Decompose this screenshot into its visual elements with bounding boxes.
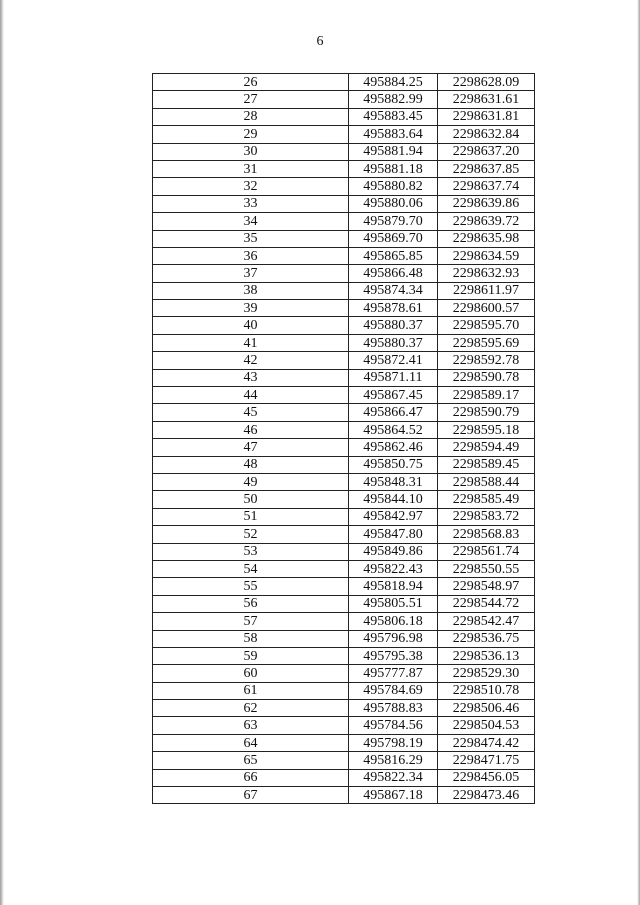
point-number-cell: 63: [153, 717, 349, 734]
y-coordinate-cell: 2298595.69: [438, 334, 535, 351]
table-row: [153, 387, 535, 404]
y-coordinate-cell: 2298590.79: [438, 404, 535, 421]
table-row: [153, 543, 535, 560]
x-coordinate-cell: 495822.43: [349, 560, 438, 577]
point-number-cell: 67: [153, 787, 349, 804]
point-number-cell: 49: [153, 473, 349, 490]
table-row: [153, 126, 535, 143]
y-coordinate-cell: 2298600.57: [438, 300, 535, 317]
x-coordinate-cell: 495816.29: [349, 752, 438, 769]
x-coordinate-cell: 495882.99: [349, 91, 438, 108]
x-coordinate-cell: 495874.34: [349, 282, 438, 299]
x-coordinate-cell: 495879.70: [349, 213, 438, 230]
x-coordinate-cell: 495883.45: [349, 108, 438, 125]
point-number-cell: 42: [153, 352, 349, 369]
point-number-cell: 65: [153, 752, 349, 769]
x-coordinate-cell: 495880.82: [349, 178, 438, 195]
y-coordinate-cell: 2298588.44: [438, 473, 535, 490]
y-coordinate-cell: 2298595.18: [438, 421, 535, 438]
y-coordinate-cell: 2298548.97: [438, 578, 535, 595]
x-coordinate-cell: 495848.31: [349, 473, 438, 490]
y-coordinate-cell: 2298631.61: [438, 91, 535, 108]
x-coordinate-cell: 495872.41: [349, 352, 438, 369]
x-coordinate-cell: 495864.52: [349, 421, 438, 438]
page-number: 6: [316, 34, 324, 49]
table-row: [153, 160, 535, 177]
point-number-cell: 66: [153, 769, 349, 786]
x-coordinate-cell: 495866.47: [349, 404, 438, 421]
table-row: [153, 300, 535, 317]
y-coordinate-cell: 2298473.46: [438, 787, 535, 804]
point-number-cell: 27: [153, 91, 349, 108]
x-coordinate-cell: 495866.48: [349, 265, 438, 282]
point-number-cell: 43: [153, 369, 349, 386]
point-number-cell: 41: [153, 334, 349, 351]
y-coordinate-cell: 2298611.97: [438, 282, 535, 299]
x-coordinate-cell: 495871.11: [349, 369, 438, 386]
table-row: [153, 560, 535, 577]
point-number-cell: 48: [153, 456, 349, 473]
table-row: [153, 491, 535, 508]
y-coordinate-cell: 2298637.20: [438, 143, 535, 160]
y-coordinate-cell: 2298474.42: [438, 734, 535, 751]
x-coordinate-cell: 495822.34: [349, 769, 438, 786]
x-coordinate-cell: 495844.10: [349, 491, 438, 508]
point-number-cell: 64: [153, 734, 349, 751]
x-coordinate-cell: 495862.46: [349, 439, 438, 456]
point-number-cell: 39: [153, 300, 349, 317]
table-row: [153, 369, 535, 386]
table-row: [153, 613, 535, 630]
x-coordinate-cell: 495850.75: [349, 456, 438, 473]
point-number-cell: 61: [153, 682, 349, 699]
point-number-cell: 37: [153, 265, 349, 282]
table-row: [153, 456, 535, 473]
y-coordinate-cell: 2298639.86: [438, 195, 535, 212]
point-number-cell: 58: [153, 630, 349, 647]
table-row: [153, 734, 535, 751]
point-number-cell: 45: [153, 404, 349, 421]
point-number-cell: 38: [153, 282, 349, 299]
point-number-cell: 29: [153, 126, 349, 143]
y-coordinate-cell: 2298589.45: [438, 456, 535, 473]
x-coordinate-cell: 495880.37: [349, 317, 438, 334]
x-coordinate-cell: 495795.38: [349, 647, 438, 664]
x-coordinate-cell: 495818.94: [349, 578, 438, 595]
y-coordinate-cell: 2298594.49: [438, 439, 535, 456]
x-coordinate-cell: 495798.19: [349, 734, 438, 751]
y-coordinate-cell: 2298589.17: [438, 387, 535, 404]
point-number-cell: 31: [153, 160, 349, 177]
y-coordinate-cell: 2298456.05: [438, 769, 535, 786]
y-coordinate-cell: 2298536.13: [438, 647, 535, 664]
point-number-cell: 26: [153, 74, 349, 91]
x-coordinate-cell: 495878.61: [349, 300, 438, 317]
y-coordinate-cell: 2298592.78: [438, 352, 535, 369]
y-coordinate-cell: 2298568.83: [438, 526, 535, 543]
y-coordinate-cell: 2298635.98: [438, 230, 535, 247]
y-coordinate-cell: 2298510.78: [438, 682, 535, 699]
table-row: [153, 143, 535, 160]
x-coordinate-cell: 495880.06: [349, 195, 438, 212]
x-coordinate-cell: 495884.25: [349, 74, 438, 91]
table-row: [153, 717, 535, 734]
point-number-cell: 33: [153, 195, 349, 212]
point-number-cell: 30: [153, 143, 349, 160]
table-row: [153, 508, 535, 525]
table-row: [153, 526, 535, 543]
point-number-cell: 34: [153, 213, 349, 230]
point-number-cell: 57: [153, 613, 349, 630]
point-number-cell: 59: [153, 647, 349, 664]
table-row: [153, 230, 535, 247]
table-row: [153, 178, 535, 195]
y-coordinate-cell: 2298595.70: [438, 317, 535, 334]
point-number-cell: 56: [153, 595, 349, 612]
y-coordinate-cell: 2298561.74: [438, 543, 535, 560]
table-row: [153, 404, 535, 421]
x-coordinate-cell: 495777.87: [349, 665, 438, 682]
x-coordinate-cell: 495869.70: [349, 230, 438, 247]
x-coordinate-cell: 495842.97: [349, 508, 438, 525]
point-number-cell: 32: [153, 178, 349, 195]
point-number-cell: 62: [153, 700, 349, 717]
x-coordinate-cell: 495880.37: [349, 334, 438, 351]
table-row: [153, 108, 535, 125]
table-row: [153, 213, 535, 230]
y-coordinate-cell: 2298637.74: [438, 178, 535, 195]
y-coordinate-cell: 2298634.59: [438, 247, 535, 264]
y-coordinate-cell: 2298544.72: [438, 595, 535, 612]
point-number-cell: 53: [153, 543, 349, 560]
table-row: [153, 265, 535, 282]
point-number-cell: 54: [153, 560, 349, 577]
table-row: [153, 787, 535, 804]
table-row: [153, 630, 535, 647]
table-row: [153, 91, 535, 108]
table-row: [153, 578, 535, 595]
y-coordinate-cell: 2298631.81: [438, 108, 535, 125]
table-row: [153, 317, 535, 334]
table-row: [153, 74, 535, 91]
coordinates-table: [152, 73, 535, 804]
table-row: [153, 195, 535, 212]
table-row: [153, 647, 535, 664]
point-number-cell: 52: [153, 526, 349, 543]
y-coordinate-cell: 2298583.72: [438, 508, 535, 525]
y-coordinate-cell: 2298590.78: [438, 369, 535, 386]
x-coordinate-cell: 495805.51: [349, 595, 438, 612]
table-row: [153, 595, 535, 612]
table-row: [153, 352, 535, 369]
y-coordinate-cell: 2298550.55: [438, 560, 535, 577]
table-row: [153, 282, 535, 299]
point-number-cell: 28: [153, 108, 349, 125]
table-row: [153, 700, 535, 717]
x-coordinate-cell: 495881.18: [349, 160, 438, 177]
point-number-cell: 47: [153, 439, 349, 456]
y-coordinate-cell: 2298639.72: [438, 213, 535, 230]
x-coordinate-cell: 495784.56: [349, 717, 438, 734]
y-coordinate-cell: 2298506.46: [438, 700, 535, 717]
table-row: [153, 334, 535, 351]
y-coordinate-cell: 2298632.84: [438, 126, 535, 143]
table-row: [153, 473, 535, 490]
x-coordinate-cell: 495784.69: [349, 682, 438, 699]
point-number-cell: 60: [153, 665, 349, 682]
y-coordinate-cell: 2298637.85: [438, 160, 535, 177]
y-coordinate-cell: 2298628.09: [438, 74, 535, 91]
x-coordinate-cell: 495867.45: [349, 387, 438, 404]
y-coordinate-cell: 2298632.93: [438, 265, 535, 282]
x-coordinate-cell: 495865.85: [349, 247, 438, 264]
point-number-cell: 51: [153, 508, 349, 525]
point-number-cell: 40: [153, 317, 349, 334]
x-coordinate-cell: 495867.18: [349, 787, 438, 804]
y-coordinate-cell: 2298585.49: [438, 491, 535, 508]
table-row: [153, 752, 535, 769]
point-number-cell: 35: [153, 230, 349, 247]
point-number-cell: 50: [153, 491, 349, 508]
table-row: [153, 665, 535, 682]
y-coordinate-cell: 2298529.30: [438, 665, 535, 682]
point-number-cell: 55: [153, 578, 349, 595]
x-coordinate-cell: 495806.18: [349, 613, 438, 630]
table-row: [153, 682, 535, 699]
point-number-cell: 44: [153, 387, 349, 404]
coordinates-table-body: [153, 74, 535, 804]
table-row: [153, 421, 535, 438]
table-row: [153, 439, 535, 456]
x-coordinate-cell: 495883.64: [349, 126, 438, 143]
table-row: [153, 769, 535, 786]
point-number-cell: 36: [153, 247, 349, 264]
table-row: [153, 247, 535, 264]
x-coordinate-cell: 495796.98: [349, 630, 438, 647]
y-coordinate-cell: 2298536.75: [438, 630, 535, 647]
y-coordinate-cell: 2298471.75: [438, 752, 535, 769]
x-coordinate-cell: 495788.83: [349, 700, 438, 717]
point-number-cell: 46: [153, 421, 349, 438]
x-coordinate-cell: 495881.94: [349, 143, 438, 160]
x-coordinate-cell: 495849.86: [349, 543, 438, 560]
y-coordinate-cell: 2298504.53: [438, 717, 535, 734]
y-coordinate-cell: 2298542.47: [438, 613, 535, 630]
x-coordinate-cell: 495847.80: [349, 526, 438, 543]
scan-border-left: [0, 0, 4, 905]
